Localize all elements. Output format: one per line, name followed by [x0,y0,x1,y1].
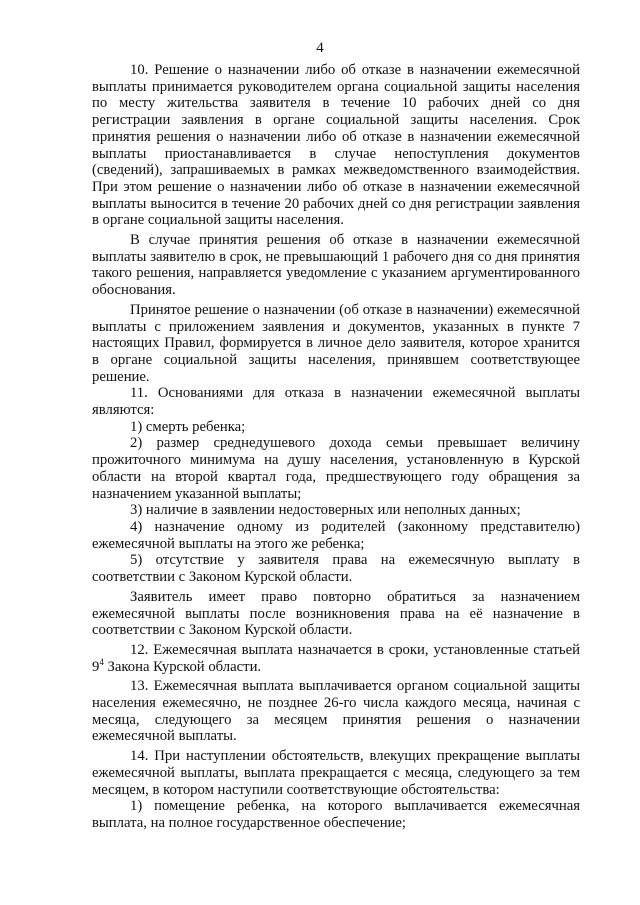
list-item-5: 5) отсутствие у заявителя права на ежемесячную выплату в соответствии с Законом Курской области. [92,552,580,586]
paragraph-refusal-notice: В случае принятия решения об отказе в назначении ежемесячной выплаты заявителю в срок, не превышающий 1 рабочего дня со дня принятия такого решения, направляется уведомление с указанием аргументированного обоснования. [92,232,580,299]
paragraph-personal-file: Принятое решение о назначении (об отказе в назначении) ежемесячной выплаты с приложением заявления и документов, указанных в пункте 7 настоящих Правил, формируется в личное дело заявителя, которое хранится в органе социальной защиты населения, принявшем соответствующее решение. [92,301,580,385]
list-item-4: 4) назначение одному из родителей (законному представителю) ежемесячной выплаты на этого же ребенка; [92,518,580,552]
list-item-2: 2) размер среднедушевого дохода семьи превышает величину прожиточного минимума на душу населения, установленную в Курской области на второй квартал года, предшествующего году обращения за назначением указанной выплаты; [92,435,580,502]
list-item-1: 1) смерть ребенка; [130,418,246,435]
termination-item-1: 1) помещение ребенка, на которого выплачивается ежемесячная выплата, на полное государственное обеспечение; [92,798,580,831]
paragraph-14: 14. При наступлении обстоятельств, влекущих прекращение выплаты ежемесячной выплаты, выплата прекращается с месяца, следующего за тем месяцем, в котором наступили соответствующие обстоятельства: [92,748,580,798]
paragraph-11: 11. Основаниями для отказа в назначении ежемесячной выплаты являются: [92,385,580,419]
paragraph-reapply: Заявитель имеет право повторно обратиться за назначением ежемесячной выплаты после возникновения права на её назначение в соответствии с Законом Курской области. [92,588,580,639]
paragraph-13: 13. Ежемесячная выплата выплачивается органом социальной защиты населения ежемесячно, не позднее 26-го числа каждого месяца, начиная с месяца, следующего за месяцем принятия решения о назначении ежемесячной выплаты. [92,678,580,745]
paragraph-12 [92,642,580,675]
paragraph-10: 10. Решение о назначении либо об отказе в назначении ежемесячной выплаты принимается руководителем органа социальной защиты населения по месту жительства заявителя в течение 10 рабочих дней со дня регистрации заявления в органе социальной защиты населения. Срок принятия решения о назначении либо об отказе в назначении ежемесячной выплаты приостанавливается в случае непоступления документов (сведений), запрашиваемых в рамках межведомственного взаимодействия. При этом решение о назначении либо об отказе в назначении ежемесячной выплаты выносится в течение 20 рабочих дней со дня регистрации заявления в органе социальной защиты населения. [92,62,580,229]
list-item-3: 3) наличие в заявлении недостоверных или неполных данных; [130,502,521,519]
article-superscript: 4 [99,656,104,667]
paragraph-12-text-end: Закона Курской области. [103,658,262,675]
page-number: 4 [316,40,324,56]
document-body [92,62,580,832]
paragraph-12-text: 12. Ежемесячная выплата назначается в сроки, установленные статьей 9 [92,641,580,675]
